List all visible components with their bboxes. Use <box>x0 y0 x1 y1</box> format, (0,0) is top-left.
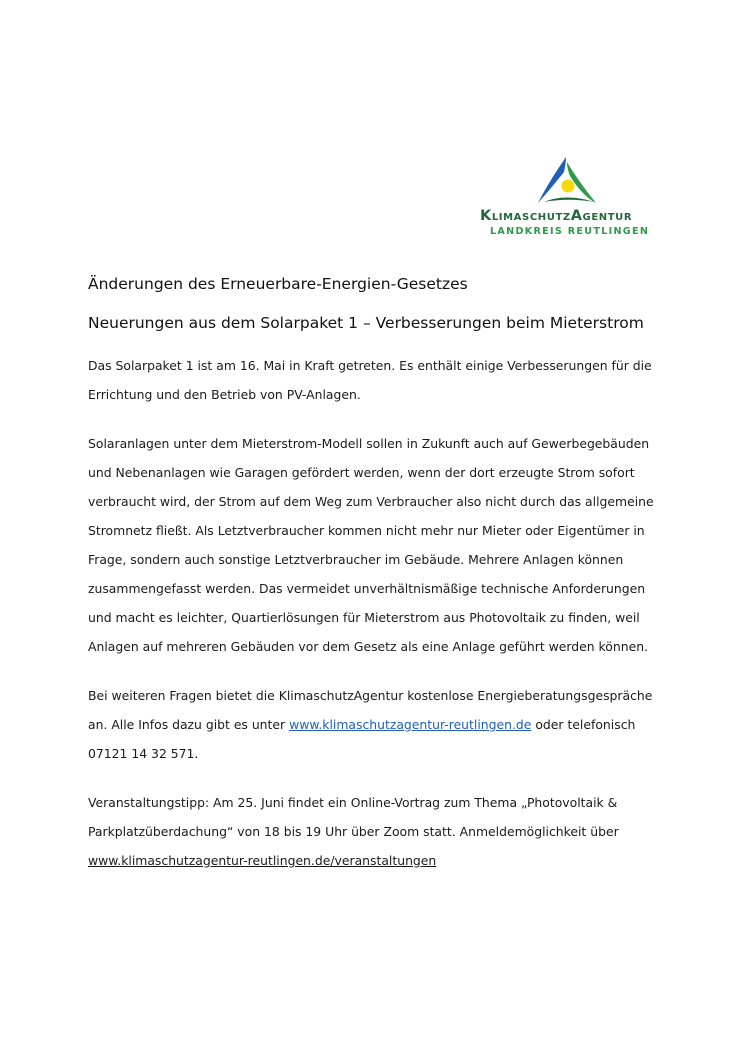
logo-base-sweep <box>544 198 594 203</box>
paragraph-beratung-text-start: Bei weiteren Fragen bietet die KlimaschutzAgentur kostenlose Energieberatungsgespräche an. Alle Infos dazu gibt es unter <box>88 688 653 732</box>
paragraph-beratung <box>88 681 670 768</box>
paragraph-mieterstrom: Solaranlagen unter dem Mieterstrom-Modell sollen in Zukunft auch auf Gewerbegebäuden und Nebenanlagen wie Garagen gefördert werden, wenn der dort erzeugte Strom sofort verbraucht wird, der Strom auf dem Weg zum Verbraucher also nicht durch das allgemeine Stromnetz fließt. Als Letztverbraucher kommen nicht mehr nur Mieter oder Eigentümer in Frage, sondern auch sonstige Letztverbraucher im Gebäude. Mehrere Anlagen können zusammengefasst werden. Das vermeidet unverhältnismäßige technische Anforderungen und macht es leichter, Quartierlösungen für Mieterstrom aus Photovoltaik zu finden, weil Anlagen auf mehreren Gebäuden vor dem Gesetz als eine Anlage geführt werden können. <box>88 436 654 654</box>
document-heading: Änderungen des Erneuerbare-Energien-Gesetzes <box>88 275 468 293</box>
logo-sun <box>562 180 575 193</box>
klimaschutzagentur-logo <box>478 156 662 240</box>
paragraph-beratung-text-end: oder telefonisch 07121 14 32 571. <box>88 717 636 761</box>
logo-title: KlimaschutzAgentur <box>480 208 633 224</box>
klimaschutzagentur-website-link[interactable]: www.klimaschutzagentur-reutlingen.de <box>289 717 532 732</box>
veranstaltungen-link[interactable]: www.klimaschutzagentur-reutlingen.de/veranstaltungen <box>88 853 437 868</box>
document-body <box>88 266 670 875</box>
paragraph-veranstaltungstipp-text: Veranstaltungstipp: Am 25. Juni findet ein Online-Vortrag zum Thema „Photovoltaik & Parkplatzüberdachung“ von 18 bis 19 Uhr über Zoom statt. Anmeldemöglichkeit über <box>88 795 619 839</box>
logo-blue-swoosh <box>538 157 566 203</box>
document-subheading: Neuerungen aus dem Solarpaket 1 – Verbesserungen beim Mieterstrom <box>88 314 644 332</box>
paragraph-veranstaltungstipp <box>88 788 670 875</box>
logo-subtitle: LANDKREIS REUTLINGEN <box>490 226 650 237</box>
logo-mark-icon <box>536 156 598 206</box>
paragraph-solarpaket: Das Solarpaket 1 ist am 16. Mai in Kraft getreten. Es enthält einige Verbesserungen für die Errichtung und den Betrieb von PV-Anlagen. <box>88 358 652 402</box>
